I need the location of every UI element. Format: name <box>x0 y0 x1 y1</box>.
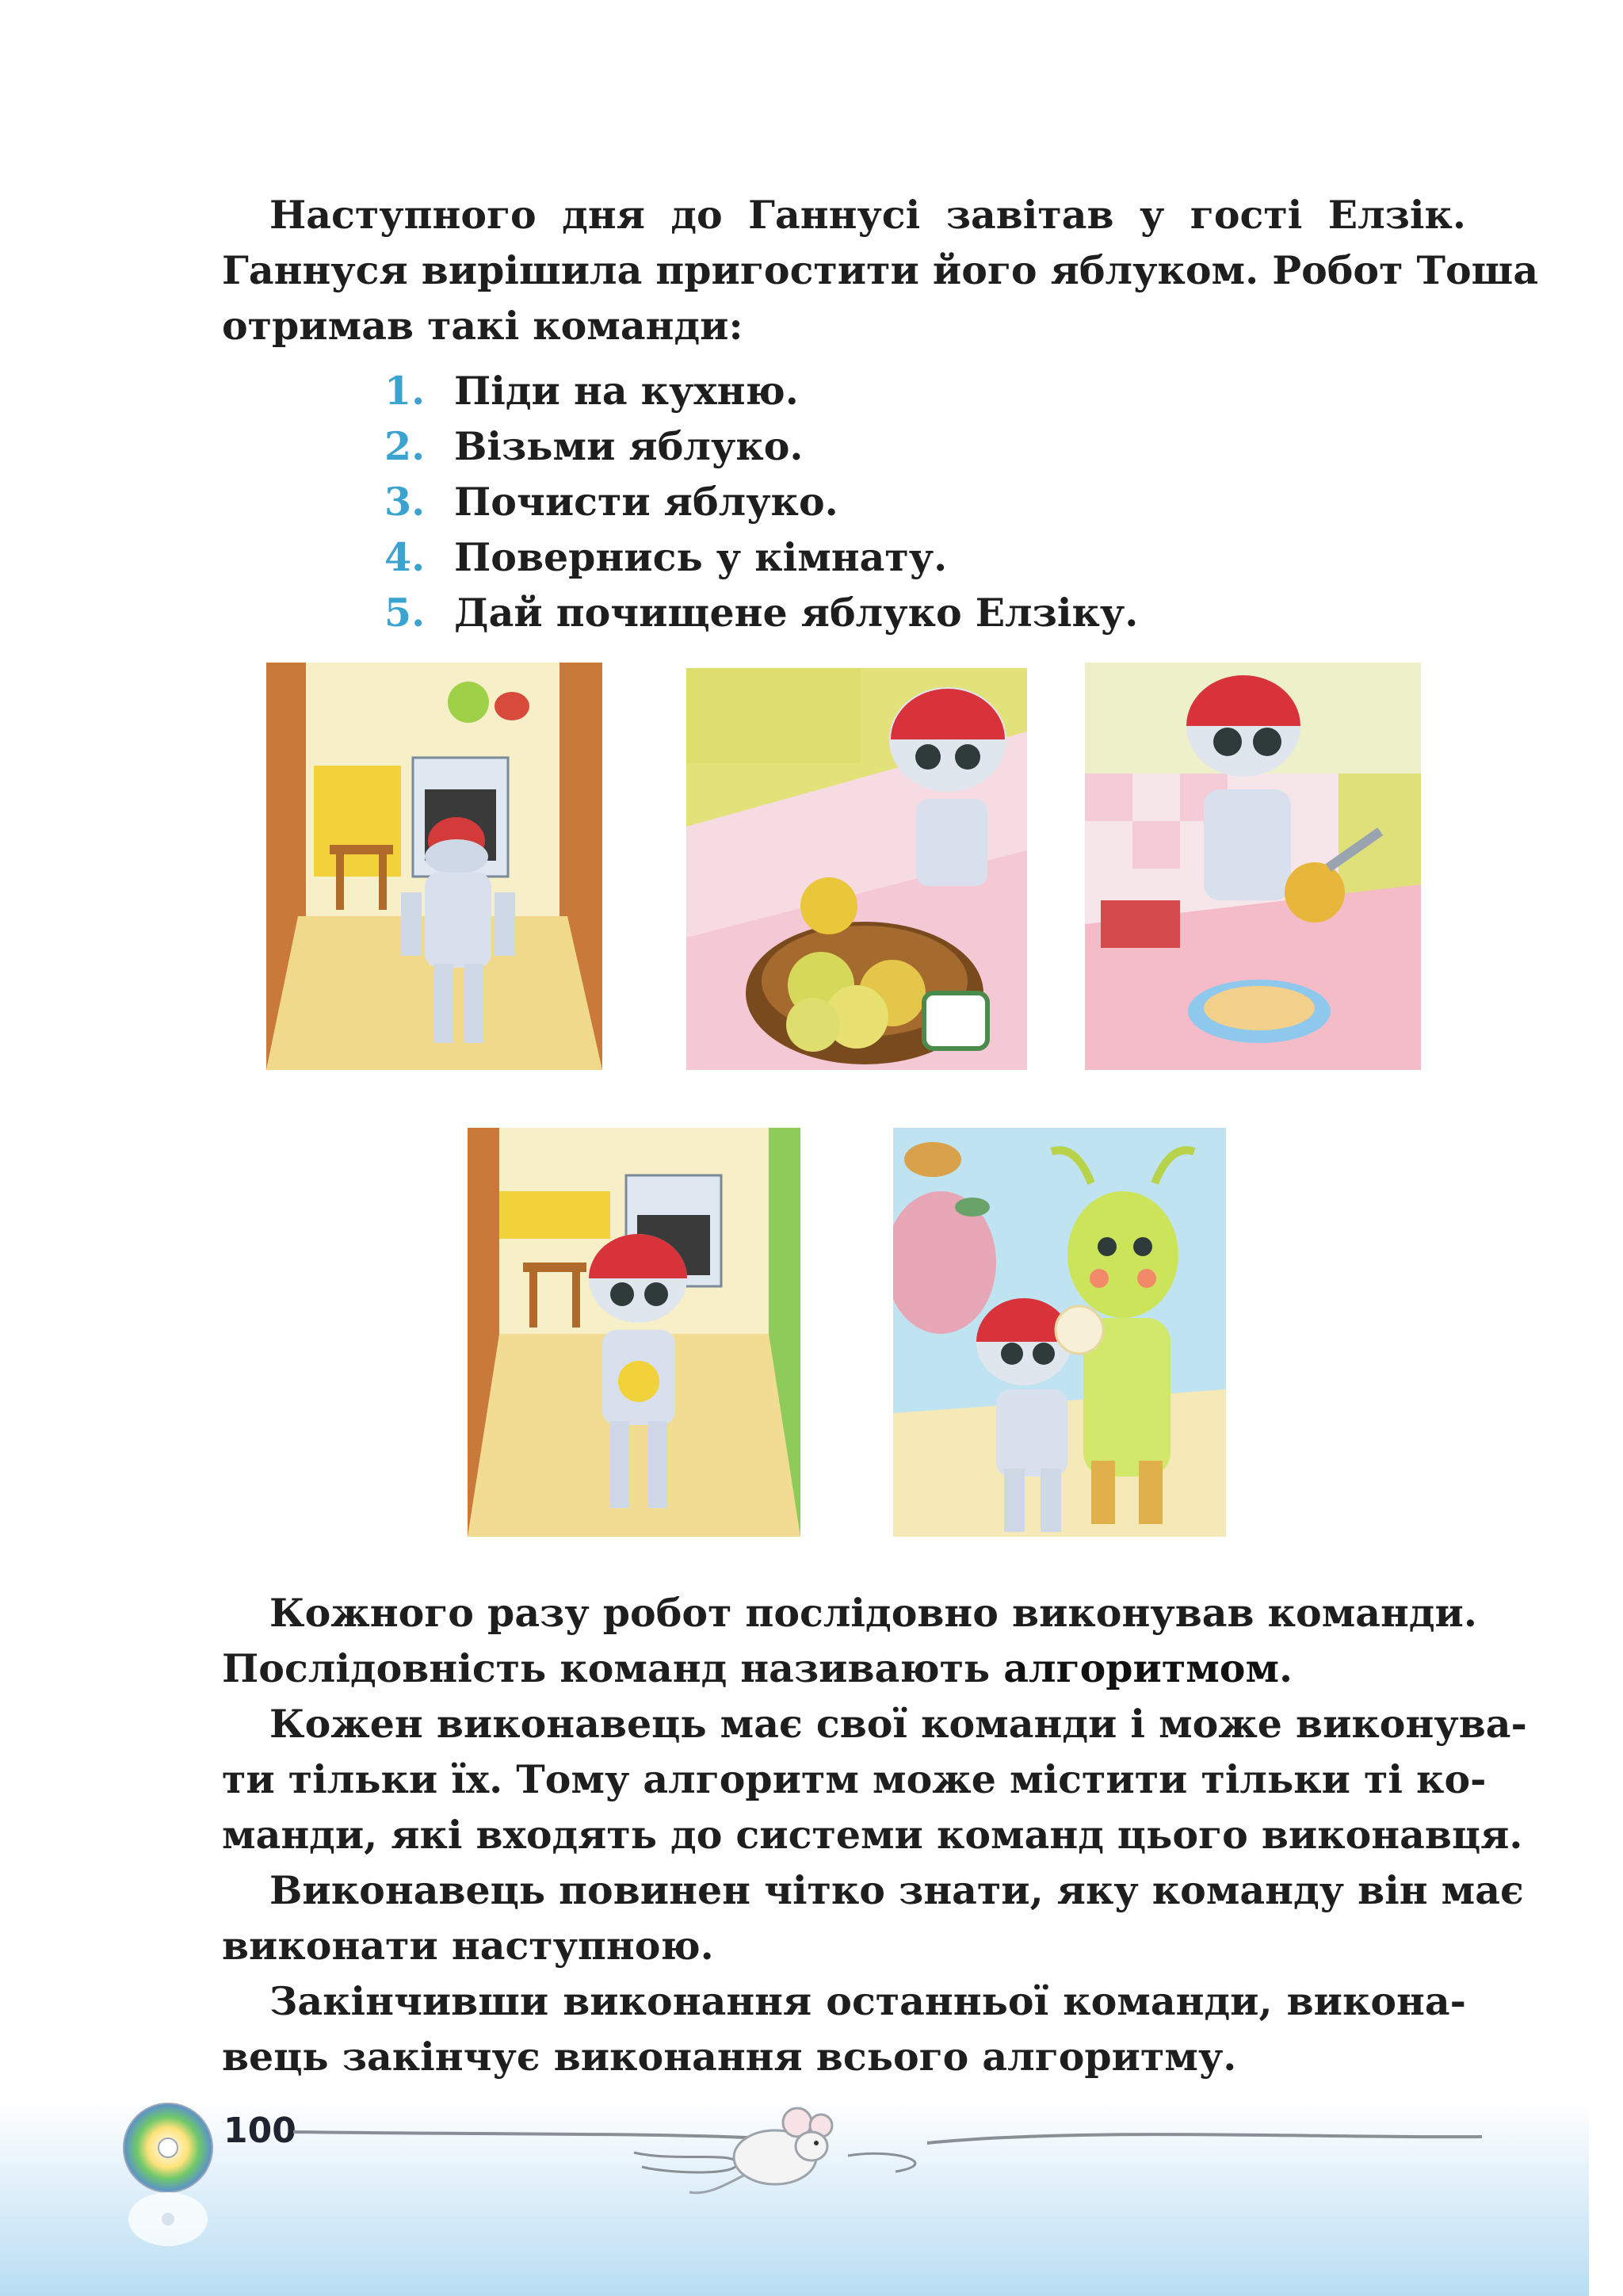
paragraph-line <box>222 1641 1466 1696</box>
command-number: 3. <box>384 479 426 525</box>
robot-goes-to-kitchen-illustration <box>266 663 602 1070</box>
robot-gives-apple-to-elzik-illustration <box>893 1128 1226 1537</box>
paragraph-algorithm-definition <box>222 1585 1477 1696</box>
command-item <box>384 585 1138 640</box>
paragraph-line: Кожен виконавець має свої команди і може виконува- <box>269 1701 1527 1747</box>
paragraph-line: Кожного разу робот послідовно виконував команди. <box>269 1590 1477 1636</box>
paragraph-line: вець закінчує виконання всього алгоритму. <box>222 2034 1237 2080</box>
term-algorithm: алгоритмом <box>1003 1645 1280 1691</box>
cd-disc-icon <box>119 2100 222 2259</box>
paragraph-next-command <box>222 1862 1524 1973</box>
paragraph-line: Виконавець повинен чітко знати, яку команду він має <box>269 1867 1524 1913</box>
command-item <box>384 529 1138 585</box>
paragraph-line: Закінчивши виконання останньої команди, викона- <box>269 1978 1466 2024</box>
robot-peels-apple-illustration <box>1085 663 1421 1070</box>
command-text: Почисти яблуко. <box>454 479 838 525</box>
command-item <box>384 363 1138 418</box>
intro-line: отримав такі команди: <box>222 303 743 349</box>
command-number: 2. <box>384 423 426 469</box>
paragraph-executor-commands <box>222 1696 1527 1862</box>
robot-takes-apple-illustration <box>686 668 1027 1070</box>
command-number: 1. <box>384 368 426 414</box>
intro-line: Ганнуся вирішила пригостити його яблуком. Робот Тоша <box>222 247 1539 293</box>
command-text: Візьми яблуко. <box>454 423 804 469</box>
command-text: Повернись у кімнату. <box>454 534 948 580</box>
command-list <box>384 363 1138 640</box>
paragraph-text: Послідовність команд називають <box>222 1645 1004 1691</box>
command-number: 5. <box>384 590 426 636</box>
command-text: Піди на кухню. <box>454 368 799 414</box>
command-text: Дай почищене яблуко Елзіку. <box>454 590 1139 636</box>
paragraph-line: ти тільки їх. Тому алгоритм може містити тільки ті ко- <box>222 1756 1487 1802</box>
command-number: 4. <box>384 534 426 580</box>
page-number: 100 <box>223 2111 296 2151</box>
paragraph-line: виконати наступною. <box>222 1923 714 1969</box>
command-item <box>384 418 1138 474</box>
paragraph-algorithm-end <box>222 1973 1466 2084</box>
command-item <box>384 474 1138 529</box>
robot-returns-illustration <box>468 1128 800 1537</box>
paragraph-line: манди, які входять до системи команд цього виконавця. <box>222 1812 1523 1858</box>
intro-paragraph <box>222 187 1539 353</box>
paragraph-text: . <box>1279 1645 1293 1691</box>
intro-line: Наступного дня до Ганнусі завітав у гості Елзік. <box>269 192 1466 238</box>
mouse-footer-decoration <box>293 2100 1482 2203</box>
